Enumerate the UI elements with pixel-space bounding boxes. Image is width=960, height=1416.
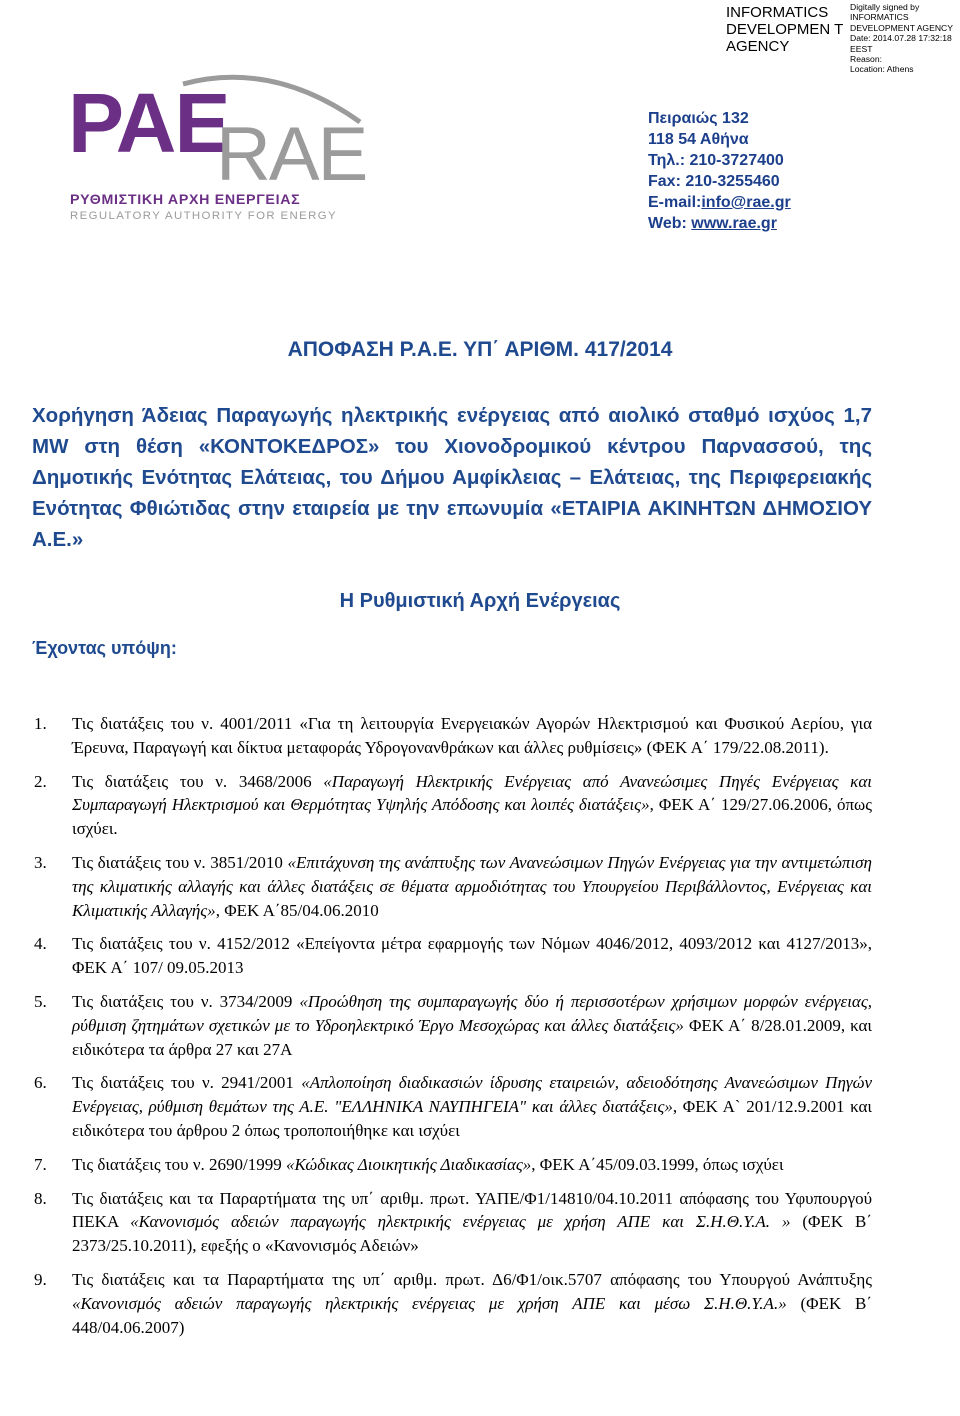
item-text: [72, 1268, 872, 1339]
item-text: [72, 932, 872, 980]
item-text-plain: Τις διατάξεις και τα Παραρτήματα της υπ΄ αριθμ. πρωτ. ΥΑΠΕ/Φ1/14810/04.10.2011 απόφασης του Υφυπουργού ΠΕΚΑ: [72, 1188, 872, 1232]
contact-address: Πειραιώς 132: [648, 110, 749, 127]
item-number: 9.: [34, 1269, 47, 1289]
item-text-plain: Τις διατάξεις του ν. 4001/2011 «Για τη λειτουργία Ενεργειακών Αγορών Ηλεκτρισμού και Φυσικού Αερίου, για Έρευνα, Παραγωγή και δίκτυα μεταφοράς Υδρογονανθράκων και άλλες ρυθμίσεις» (ΦΕΚ Α΄ 179/22.08.2011).: [72, 714, 872, 757]
item-text-italic: «Επιτάχυνση της ανάπτυξης των Ανανεώσιμων Πηγών Ενέργειας για την αντιμετώπιση της κλιματικής αλλαγής και άλλες διατάξεις σε θέματα αρμοδιότητας του Υπουργείου Περιβάλλοντος, Ενέργειας και Κλιματικής Αλλαγής»: [72, 852, 872, 920]
logo-latin-letters: RAE: [216, 112, 367, 197]
signer-name: INFORMATICS DEVELOPMEN T AGENCY: [726, 4, 843, 55]
item-text-italic: «Κανονισμός αδειών παραγωγής ηλεκτρικής ενέργειας με χρήση ΑΠΕ και μέσω Σ.Η.Θ.Υ.Α.»: [72, 1293, 787, 1313]
list-item: [34, 851, 872, 922]
contact-phone: Τηλ.: 210-3727400: [648, 152, 784, 169]
email-link[interactable]: info@rae.gr: [701, 194, 791, 211]
item-number: 8.: [34, 1188, 47, 1208]
rae-logo: [68, 72, 368, 222]
signature-line: Location: Athens: [850, 64, 914, 75]
contact-city: 118 54 Αθήνα: [648, 131, 749, 148]
item-text-plain: ΦΕΚ Α΄ 8/28.01.2009, και ειδικότερα τα άρθρα 27 και 27Α: [72, 1015, 872, 1059]
contact-info: [648, 108, 791, 234]
item-number: 6.: [34, 1073, 47, 1093]
item-text-plain: Τις διατάξεις του ν. 3734/2009: [72, 991, 300, 1011]
legal-basis-list: [34, 712, 872, 1349]
decision-subject: Χορήγηση Άδειας Παραγωγής ηλεκτρικής ενέργειας από αιολικό σταθμό ισχύος 1,7 MW στη θέση «ΚΟΝΤΟΚΕΔΡΟΣ» του Χιονοδρομικού κέντρου Παρνασσού, της Δημοτικής Ενότητας Ελάτειας, του Δήμου Αμφίκλειας – Ελάτειας, της Περιφερειακής Ενότητας Φθιώτιδας στην εταιρεία με την επωνυμία «ΕΤΑΙΡΙΑ ΑΚΙΝΗΤΩΝ ΔΗΜΟΣΙΟΥ Α.Ε.»: [32, 404, 872, 551]
contact-web-row: [648, 213, 791, 234]
list-item: [34, 1187, 872, 1258]
item-number: 2.: [34, 771, 47, 791]
item-text-italic: «Κανονισμός αδειών παραγωγής ηλεκτρικής ενέργειας με χρήση ΑΠΕ και Σ.Η.Θ.Υ.Α. »: [130, 1212, 791, 1232]
authority-heading: Η Ρυθμιστική Αρχή Ενέργειας: [339, 590, 621, 612]
digital-signature-block: [724, 2, 960, 75]
signature-line: DEVELOPMENT AGENCY: [850, 22, 953, 33]
web-label: Web:: [648, 215, 692, 232]
item-text-plain: Τις διατάξεις και τα Παραρτήματα της υπ΄ αριθμ. πρωτ. Δ6/Φ1/οικ.5707 απόφασης του Υπουργού Ανάπτυξης: [72, 1269, 872, 1289]
signature-line: Digitally signed by: [850, 2, 920, 12]
signature-details: [850, 2, 960, 75]
item-text: [72, 1153, 872, 1177]
logo-greek-letters: PAE: [68, 76, 229, 170]
list-item: [34, 1268, 872, 1339]
item-text-italic: «Παραγωγή Ηλεκτρικής Ενέργειας από Ανανεώσιμες Πηγές Ενέργειας και Συμπαραγωγή Ηλεκτρισμού και Θερμότητας Υψηλής Απόδοσης και λοιπές διατάξεις»: [72, 771, 872, 815]
item-text-plain: (ΦΕΚ Β΄ 448/04.06.2007): [72, 1293, 872, 1337]
signature-line: Date: 2014.07.28 17:32:18: [850, 33, 952, 44]
list-item: [34, 1153, 872, 1177]
item-text-plain: Τις διατάξεις του ν. 3851/2010: [72, 852, 288, 872]
contact-fax: Fax: 210-3255460: [648, 173, 780, 190]
logo-greek-name: ΡΥΘΜΙΣΤΙΚΗ ΑΡΧΗ ΕΝΕΡΓΕΙΑΣ: [70, 192, 301, 208]
signature-line: INFORMATICS: [850, 12, 909, 23]
item-text-italic: «Απλοποίηση διαδικασιών ίδρυσης εταιρειών, αδειοδότησης Ανανεώσιμων Πηγών Ενέργειας, ρύθμιση θεμάτων της Α.Ε. "ΕΛΛΗΝΙΚΑ ΝΑΥΠΗΓΕΙΑ" και άλλες διατάξεις»: [72, 1073, 872, 1117]
signature-line: EEST: [850, 43, 873, 54]
item-text-italic: «Προώθηση της συμπαραγωγής δύο ή περισσοτέρων χρήσιμων μορφών ενέργειας, ρύθμιση ζητημάτων σχετικών με το Υδροηλεκτρικό Έργο Μεσοχώρας και άλλες διατάξεις»: [72, 991, 872, 1035]
item-text-plain: , ΦΕΚ Α΄85/04.06.2010: [215, 900, 379, 920]
list-item: [34, 932, 872, 980]
item-text: [72, 770, 872, 841]
signature-line: Reason:: [850, 54, 883, 65]
item-text: [72, 712, 872, 760]
contact-email-row: [648, 192, 791, 213]
item-text-plain: , ΦΕΚ Α΄45/09.03.1999, όπως ισχύει: [531, 1154, 784, 1174]
considering-heading: Έχοντας υπόψη:: [32, 638, 177, 658]
list-item: [34, 712, 872, 760]
item-text-plain: , ΦΕΚ Α΄ 129/27.06.2006, όπως ισχύει.: [72, 795, 872, 839]
logo-english-name: REGULATORY AUTHORITY FOR ENERGY: [70, 210, 338, 222]
item-text: [72, 1071, 872, 1142]
item-text-italic: «Κώδικας Διοικητικής Διαδικασίας»: [286, 1154, 532, 1174]
rae-logo-graphic: [68, 72, 368, 222]
decision-title: ΑΠΟΦΑΣΗ Ρ.Α.Ε. ΥΠ΄ ΑΡΙΘΜ. 417/2014: [287, 338, 673, 361]
item-text-plain: Τις διατάξεις του ν. 3468/2006: [72, 771, 324, 791]
item-number: 7.: [34, 1154, 47, 1174]
email-label: E-mail:: [648, 194, 702, 211]
item-number: 4.: [34, 934, 47, 954]
item-number: 5.: [34, 991, 47, 1011]
item-text-plain: , ΦΕΚ Α` 201/12.9.2001 και ειδικότερα του άρθρου 2 όπως τροποποιήθηκε και ισχύει: [72, 1097, 872, 1140]
item-text-plain: Τις διατάξεις του ν. 4152/2012 «Επείγοντα μέτρα εφαρμογής των Νόμων 4046/2012, 4093/2012 και 4127/2013», ΦΕΚ Α΄ 107/ 09.05.2013: [72, 934, 872, 978]
web-link[interactable]: www.rae.gr: [691, 215, 777, 232]
item-text-plain: Τις διατάξεις του ν. 2941/2001: [72, 1073, 302, 1093]
list-item: [34, 1071, 872, 1142]
item-text: [72, 851, 872, 922]
item-number: 1.: [34, 714, 47, 733]
item-text-plain: Τις διατάξεις του ν. 2690/1999: [72, 1154, 287, 1174]
item-text: [72, 1187, 872, 1258]
item-text: [72, 990, 872, 1061]
item-text-plain: (ΦΕΚ Β΄ 2373/25.10.2011), εφεξής ο «Κανονισμός Αδειών»: [72, 1212, 872, 1256]
list-item: [34, 990, 872, 1061]
list-item: [34, 770, 872, 841]
item-number: 3.: [34, 852, 47, 872]
